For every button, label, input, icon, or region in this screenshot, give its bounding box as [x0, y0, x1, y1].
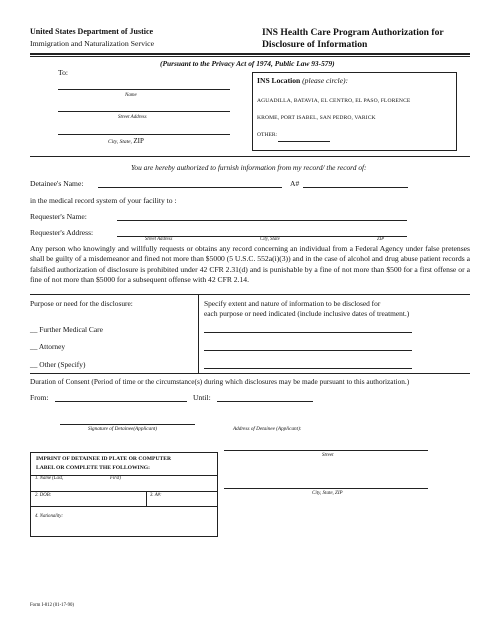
form-title-line2: Disclosure of Information [262, 39, 368, 50]
legal-warning-paragraph: Any person who knowingly and willfully requests or obtains any record concerning an individual from a Federal Agency under false pretenses shall be guilty of a misdemeanor and fined not more than $5000 (5 U.S.C. 552a(i)(3)) and in the case of alcohol and drug abuse patient records a falsified authorization of disclosure is prohibited under 42 CFR 2.31(d) and is punishable by a fine of not more than $500 for a first offense or a fine of not more than $5000 for a subsequent offense with 42 CFR 2.14. [30, 244, 470, 284]
purpose-bottom-rule [30, 373, 470, 374]
purpose-label: Purpose or need for the disclosure: [30, 299, 133, 308]
detainee-address-caption: Address of Detainee (Applicant): [233, 426, 302, 432]
ins-location-options-row2[interactable]: KROME, PORT ISABEL, SAN PEDRO, VARICK [257, 115, 376, 121]
ins-location-other-label: OTHER: [257, 132, 278, 138]
to-label: To: [58, 68, 69, 77]
signature-caption: Signature of Detainee(Applicant) [88, 426, 157, 432]
duration-statement: Duration of Consent (Period of time or the circumstance(s) during which disclosures may be made pursuant to this authorization.) [30, 377, 410, 386]
detainee-street-caption: Street [322, 453, 334, 458]
privacy-act-note: (Pursuant to the Privacy Act of 1974, Public Law 93-579) [160, 59, 335, 68]
form-title-line1: INS Health Care Program Authorization for [262, 27, 444, 38]
ins-location-title: INS Location (please circle): [257, 76, 349, 85]
requester-name-label: Requester's Name: [30, 212, 87, 221]
imprint-rule-2 [31, 491, 217, 492]
purpose-option-other[interactable]: __ Other (Specify) [30, 360, 86, 369]
requester-city-caption: City, State [260, 237, 280, 242]
agency-name: United States Department of Justice [30, 27, 154, 36]
recipient-street-caption: Street Address [118, 115, 147, 120]
imprint-field-divider [146, 491, 147, 506]
agency-subname: Immigration and Naturalization Service [30, 39, 155, 48]
ins-location-options-row1[interactable]: AGUADILLA, BATAVIA, EL CENTRO, EL PASO, FLORENCE [257, 98, 411, 104]
requester-name-field[interactable] [117, 220, 407, 221]
recipient-name-caption: Name [125, 93, 137, 98]
recipient-name-line[interactable] [58, 89, 230, 90]
imprint-nationality-label[interactable]: 4. Nationality: [35, 514, 63, 519]
imprint-a-number-label[interactable]: 3. A#: [150, 493, 162, 498]
signature-field[interactable] [60, 424, 195, 425]
detainee-name-label: Detainee's Name: [30, 179, 84, 188]
from-label: From: [30, 393, 49, 402]
purpose-option-medical-care[interactable]: __ Further Medical Care [30, 325, 103, 334]
imprint-title-line2: LABEL OR COMPLETE THE FOLLOWING: [36, 465, 150, 471]
header-rule [30, 53, 470, 55]
purpose-option-attorney[interactable]: __ Attorney [30, 342, 66, 351]
purpose-top-rule [30, 294, 470, 295]
extent-field-1[interactable] [204, 332, 412, 333]
extent-field-2[interactable] [204, 350, 412, 351]
imprint-name-label: 1. Name (Last, [35, 476, 64, 481]
requester-address-label: Requester's Address: [30, 228, 94, 237]
detainee-city-caption: City, State, ZIP [312, 491, 343, 496]
section-rule [30, 156, 470, 157]
medical-record-statement: in the medical record system of your facility to : [30, 196, 177, 205]
imprint-rule-3 [31, 506, 217, 507]
a-number-field[interactable] [303, 187, 408, 188]
imprint-title-line1: IMPRINT OF DETAINEE ID PLATE OR COMPUTER [36, 456, 171, 462]
detainee-name-field[interactable] [98, 187, 282, 188]
detainee-city-field[interactable] [224, 488, 428, 489]
form-number: Form I-812 (01-17-90) [30, 603, 74, 608]
imprint-dob-label[interactable]: 2. DOB: [35, 493, 52, 498]
recipient-city-line[interactable] [58, 134, 230, 135]
recipient-street-line[interactable] [58, 111, 230, 112]
ins-location-other-line[interactable] [278, 141, 330, 142]
purpose-divider [198, 294, 199, 373]
a-number-label: A# [290, 179, 300, 188]
requester-zip-caption: ZIP [377, 237, 385, 242]
recipient-city-caption: City, State, ZIP [108, 137, 144, 145]
header-rule-thin [30, 56, 470, 57]
authorization-statement: You are hereby authorized to furnish information from my record/ the record of: [131, 163, 367, 172]
until-label: Until: [193, 393, 211, 402]
extent-label-line2: each purpose or need indicated (include inclusive dates of treatment.) [204, 309, 410, 318]
from-date-field[interactable] [55, 401, 187, 402]
imprint-first-label[interactable]: First) [110, 476, 121, 481]
until-date-field[interactable] [217, 401, 313, 402]
requester-street-caption: Street Address [145, 237, 173, 242]
extent-field-3[interactable] [204, 368, 412, 369]
extent-label-line1: Specify extent and nature of information to be disclosed for [204, 299, 381, 308]
detainee-street-field[interactable] [224, 450, 428, 451]
